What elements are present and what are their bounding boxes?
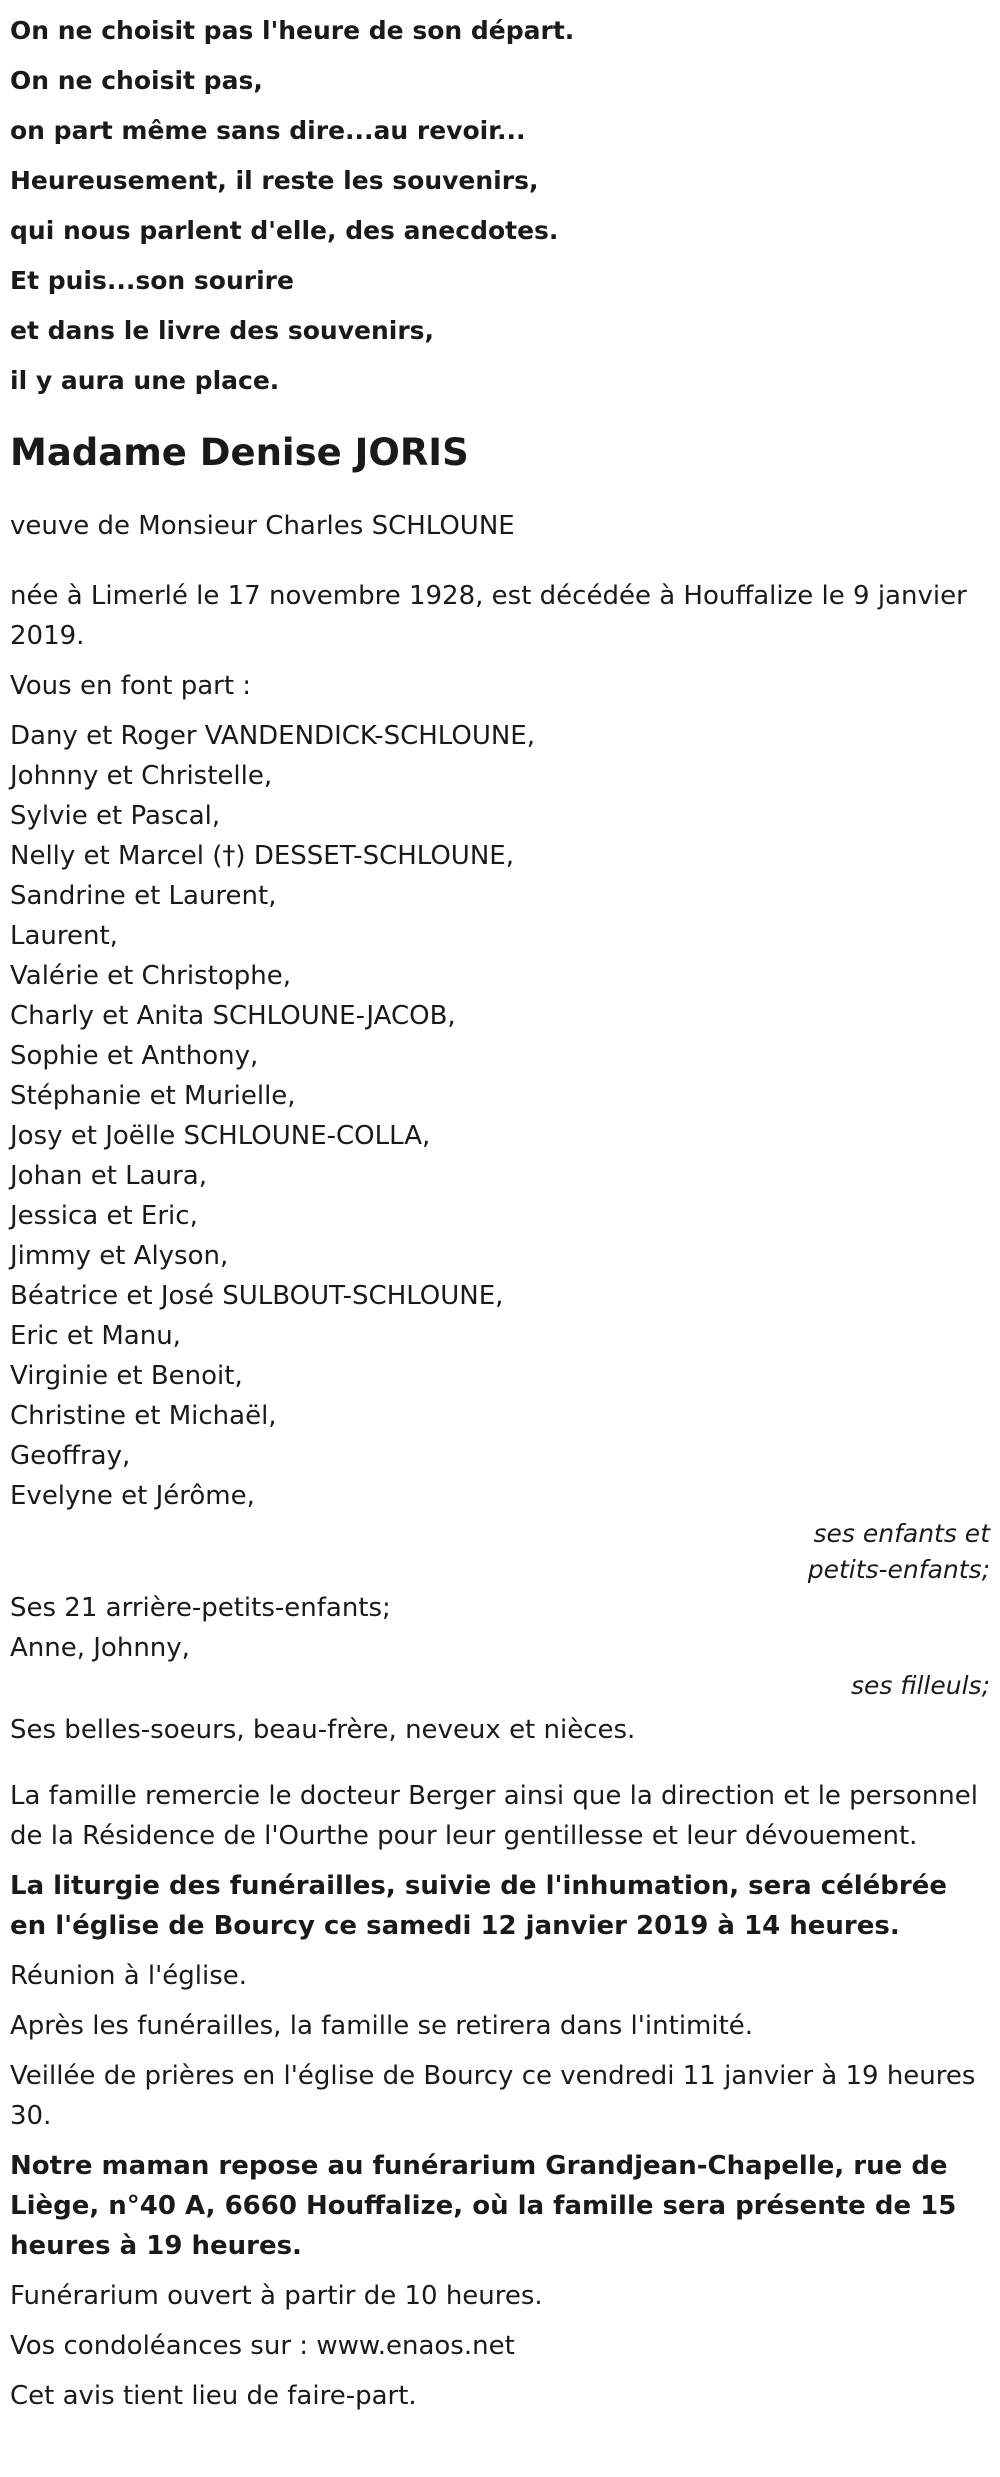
notice-line: Cet avis tient lieu de faire-part.: [10, 2381, 417, 2411]
godchildren-names: Anne, Johnny,: [10, 1633, 190, 1663]
great-grandchildren-line: Ses 21 arrière-petits-enfants;: [10, 1593, 391, 1623]
family-member: Josy et Joëlle SCHLOUNE-COLLA,: [10, 1121, 431, 1151]
relation-children-line: petits-enfants;: [807, 1555, 990, 1584]
poem-line: qui nous parlent d'elle, des anecdotes.: [10, 216, 559, 245]
family-member: Jimmy et Alyson,: [10, 1241, 229, 1271]
family-member: Laurent,: [10, 921, 118, 951]
family-member: Eric et Manu,: [10, 1321, 181, 1351]
announce-intro: Vous en font part :: [10, 671, 252, 701]
deceased-name: Madame Denise JORIS: [10, 431, 469, 474]
family-member: Béatrice et José SULBOUT-SCHLOUNE,: [10, 1281, 504, 1311]
poem-line: On ne choisit pas l'heure de son départ.: [10, 16, 575, 45]
poem-line: il y aura une place.: [10, 366, 280, 395]
opening-hours-line: Funérarium ouvert à partir de 10 heures.: [10, 2281, 543, 2311]
family-member: Johan et Laura,: [10, 1161, 207, 1191]
poem-line: et dans le livre des souvenirs,: [10, 316, 435, 345]
family-member: Nelly et Marcel (†) DESSET-SCHLOUNE,: [10, 841, 514, 871]
condolences-line: Vos condoléances sur : www.enaos.net: [10, 2331, 515, 2361]
relation-godchildren: ses filleuls;: [850, 1671, 990, 1700]
in-laws-line: Ses belles-soeurs, beau-frère, neveux et nièces.: [10, 1715, 636, 1745]
relation-children: [10, 1516, 990, 1588]
family-member: Sandrine et Laurent,: [10, 881, 277, 911]
family-member: Virginie et Benoit,: [10, 1361, 243, 1391]
family-member: Charly et Anita SCHLOUNE-JACOB,: [10, 1001, 456, 1031]
family-member: Sylvie et Pascal,: [10, 801, 221, 831]
family-member: Valérie et Christophe,: [10, 961, 291, 991]
family-member: Jessica et Eric,: [10, 1201, 198, 1231]
family-member: Dany et Roger VANDENDICK-SCHLOUNE,: [10, 721, 536, 751]
funerarium-paragraph: Notre maman repose au funérarium Grandjean-Chapelle, rue de Liège, n°40 A, 6660 Houffalize, où la famille sera présente de 15 heures à 19 heures.: [10, 2151, 957, 2261]
after-funeral-line: Après les funérailles, la famille se retirera dans l'intimité.: [10, 2011, 754, 2041]
relation-children-line: ses enfants et: [813, 1519, 990, 1548]
family-list: [10, 716, 990, 1516]
poem-line: on part même sans dire...au revoir...: [10, 116, 526, 145]
vigil-paragraph: Veillée de prières en l'église de Bourcy ce vendredi 11 janvier à 19 heures 30.: [10, 2061, 976, 2131]
family-member: Stéphanie et Murielle,: [10, 1081, 296, 1111]
poem-line: Et puis...son sourire: [10, 266, 294, 295]
poem: [10, 0, 990, 406]
poem-line: On ne choisit pas,: [10, 66, 263, 95]
thanks-paragraph: La famille remercie le docteur Berger ainsi que la direction et le personnel de la Résidence de l'Ourthe pour leur gentillesse et leur dévouement.: [10, 1781, 978, 1851]
family-member: Sophie et Anthony,: [10, 1041, 259, 1071]
family-member: Evelyne et Jérôme,: [10, 1481, 255, 1511]
family-member: Johnny et Christelle,: [10, 761, 273, 791]
funeral-paragraph: La liturgie des funérailles, suivie de l'inhumation, sera célébrée en l'église de Bourcy ce samedi 12 janvier 2019 à 14 heures.: [10, 1871, 947, 1941]
poem-line: Heureusement, il reste les souvenirs,: [10, 166, 539, 195]
birth-death-line: née à Limerlé le 17 novembre 1928, est décédée à Houffalize le 9 janvier 2019.: [10, 581, 967, 651]
spouse-line: veuve de Monsieur Charles SCHLOUNE: [10, 511, 515, 541]
family-member: Geoffray,: [10, 1441, 131, 1471]
meeting-line: Réunion à l'église.: [10, 1961, 248, 1991]
family-member: Christine et Michaël,: [10, 1401, 277, 1431]
